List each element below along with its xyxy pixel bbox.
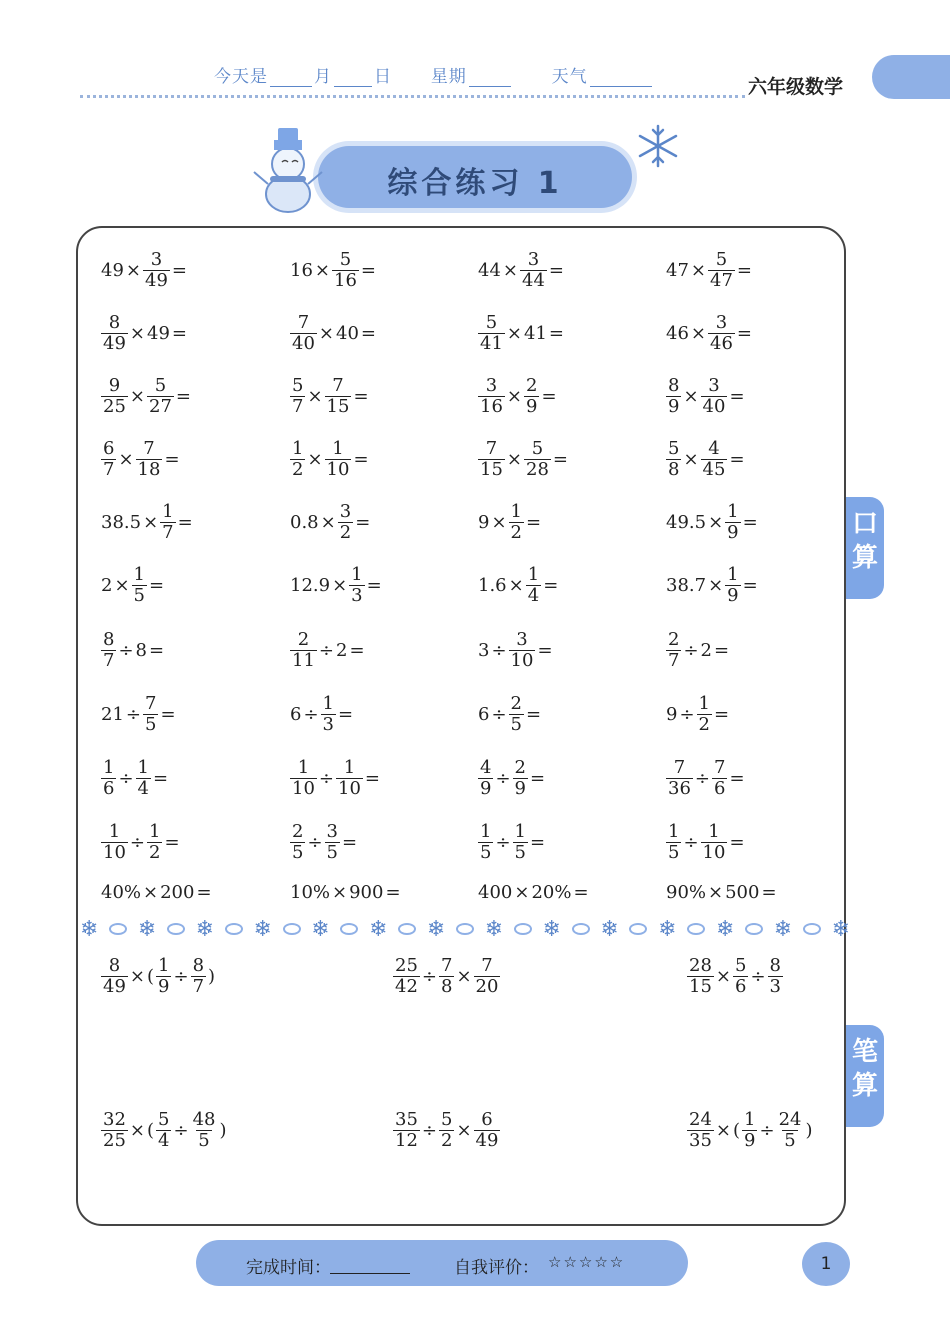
fraction: $\frac{1}{9}$ bbox=[744, 1108, 756, 1151]
oral-problem: $\frac{9}{25}$ × $\frac{5}{27}$ = bbox=[103, 374, 191, 417]
day-label: 日 bbox=[374, 67, 392, 87]
written-problem: $\frac{35}{12}$ ÷ $\frac{5}{2}$ × $\frac{6}{49}$ bbox=[395, 1108, 499, 1151]
weekday-blank[interactable] bbox=[469, 68, 511, 87]
snowflake-icon: ❄ bbox=[484, 916, 504, 942]
oral-problem: $\frac{5}{7}$ × $\frac{7}{15}$ = bbox=[292, 374, 369, 417]
fraction: $\frac{28}{15}$ bbox=[689, 954, 712, 997]
fraction: $\frac{5}{2}$ bbox=[441, 1108, 453, 1151]
oval-ornament bbox=[398, 923, 416, 935]
oral-problem: 49 × $\frac{3}{49}$ = bbox=[101, 248, 187, 291]
oral-problem: $\frac{6}{7}$ × $\frac{7}{18}$ = bbox=[103, 437, 180, 480]
fraction: $\frac{8}{9}$ bbox=[668, 374, 680, 417]
oral-problem: $\frac{3}{16}$ × $\frac{2}{9}$ = bbox=[480, 374, 557, 417]
day-blank[interactable] bbox=[334, 68, 372, 87]
fraction: $\frac{1}{4}$ bbox=[137, 756, 149, 799]
completion-time-blank[interactable] bbox=[330, 1273, 410, 1274]
oral-problem: 38.7 × $\frac{1}{9}$ = bbox=[666, 563, 758, 606]
fraction: $\frac{5}{4}$ bbox=[158, 1108, 170, 1151]
fraction: $\frac{1}{10}$ bbox=[338, 756, 361, 799]
snowman-icon bbox=[250, 126, 326, 216]
snowflake-icon: ❄ bbox=[600, 916, 619, 942]
fraction: $\frac{1}{5}$ bbox=[514, 820, 526, 863]
oral-problem: $\frac{7}{15}$ × $\frac{5}{28}$ = bbox=[480, 437, 568, 480]
oval-ornament bbox=[167, 923, 185, 935]
oral-problem: $\frac{7}{36}$ ÷ $\frac{7}{6}$ = bbox=[668, 756, 745, 799]
snowflake-icon: ❄ bbox=[80, 916, 99, 942]
month-label: 月 bbox=[314, 67, 332, 87]
footer-bar bbox=[196, 1240, 688, 1286]
fraction: $\frac{8}{7}$ bbox=[103, 628, 115, 671]
grade-label: 六年级数学 bbox=[748, 76, 844, 98]
fraction: $\frac{3}{40}$ bbox=[702, 374, 726, 417]
oral-problem: 6 ÷ $\frac{1}{3}$ = bbox=[290, 692, 354, 735]
snowflake-icon bbox=[636, 124, 680, 168]
fraction: $\frac{1}{5}$ bbox=[668, 820, 680, 863]
fraction: $\frac{35}{12}$ bbox=[395, 1108, 418, 1151]
oral-problem: 90% × 500 = bbox=[666, 881, 777, 903]
fraction: $\frac{7}{8}$ bbox=[441, 954, 453, 997]
oval-ornament bbox=[109, 923, 127, 935]
snowflake-icon: ❄ bbox=[542, 916, 561, 942]
snowflake-icon: ❄ bbox=[658, 916, 677, 942]
fraction: $\frac{8}{49}$ bbox=[103, 311, 126, 354]
oral-problem: 16 × $\frac{5}{16}$ = bbox=[290, 248, 376, 291]
oval-ornament bbox=[225, 923, 243, 935]
fraction: $\frac{1}{10}$ bbox=[292, 756, 315, 799]
fraction: $\frac{1}{3}$ bbox=[322, 692, 334, 735]
snowflake-icon: ❄ bbox=[426, 916, 446, 942]
fraction: $\frac{48}{5}$ bbox=[192, 1108, 216, 1151]
oral-problem: $\frac{1}{6}$ ÷ $\frac{1}{4}$ = bbox=[103, 756, 169, 799]
weather-blank[interactable] bbox=[590, 68, 652, 87]
oral-problem: $\frac{8}{7}$ ÷ 8 = bbox=[103, 628, 165, 671]
written-problem: $\frac{25}{42}$ ÷ $\frac{7}{8}$ × $\frac{7}{20}$ bbox=[395, 954, 499, 997]
date-fields bbox=[214, 62, 654, 87]
fraction: $\frac{32}{25}$ bbox=[103, 1108, 126, 1151]
fraction: $\frac{1}{9}$ bbox=[727, 500, 739, 543]
weekday-label: 星期 bbox=[430, 67, 467, 87]
fraction: $\frac{2}{11}$ bbox=[292, 628, 315, 671]
rating-stars[interactable]: ☆☆☆☆☆ bbox=[548, 1253, 626, 1271]
fraction: $\frac{1}{2}$ bbox=[149, 820, 161, 863]
fraction: $\frac{6}{49}$ bbox=[475, 1108, 499, 1151]
month-blank[interactable] bbox=[270, 68, 312, 87]
oral-problem: 47 × $\frac{5}{47}$ = bbox=[666, 248, 752, 291]
fraction: $\frac{1}{9}$ bbox=[727, 563, 739, 606]
fraction: $\frac{24}{5}$ bbox=[778, 1108, 802, 1151]
today-label: 今天是 bbox=[214, 67, 268, 87]
oral-problem: 6 ÷ $\frac{2}{5}$ = bbox=[478, 692, 542, 735]
fraction: $\frac{3}{5}$ bbox=[326, 820, 338, 863]
fraction: $\frac{1}{5}$ bbox=[133, 563, 145, 606]
snowflake-icon: ❄ bbox=[715, 916, 735, 942]
oral-problem: $\frac{5}{41}$ × 41 = bbox=[480, 311, 564, 354]
fraction: $\frac{1}{10}$ bbox=[702, 820, 726, 863]
oval-ornament bbox=[283, 923, 301, 935]
tab-written-label: 笔算 bbox=[852, 1037, 879, 1101]
fraction: $\frac{1}{10}$ bbox=[103, 820, 126, 863]
oral-problem: 9 × $\frac{1}{2}$ = bbox=[478, 500, 542, 543]
fraction: $\frac{2}{9}$ bbox=[526, 374, 538, 417]
fraction: $\frac{1}{7}$ bbox=[162, 500, 174, 543]
oral-problem: 9 ÷ $\frac{1}{2}$ = bbox=[666, 692, 730, 735]
oral-problem: $\frac{8}{9}$ × $\frac{3}{40}$ = bbox=[668, 374, 745, 417]
fraction: $\frac{8}{49}$ bbox=[103, 954, 126, 997]
fraction: $\frac{8}{3}$ bbox=[769, 954, 781, 997]
fraction: $\frac{3}{10}$ bbox=[510, 628, 534, 671]
fraction: $\frac{3}{44}$ bbox=[522, 248, 545, 291]
oral-problem: $\frac{8}{49}$ × 49 = bbox=[103, 311, 187, 354]
fraction: $\frac{1}{5}$ bbox=[480, 820, 492, 863]
written-problem: $\frac{24}{35}$ × ( $\frac{1}{9}$ ÷ $\frac{24}{5}$ ) bbox=[689, 1108, 813, 1151]
fraction: $\frac{1}{2}$ bbox=[510, 500, 522, 543]
oval-ornament bbox=[340, 923, 358, 935]
fraction: $\frac{1}{3}$ bbox=[351, 563, 363, 606]
fraction: $\frac{1}{6}$ bbox=[103, 756, 115, 799]
tab-oral[interactable] bbox=[846, 497, 884, 599]
written-problem: $\frac{8}{49}$ × ( $\frac{1}{9}$ ÷ $\frac{8}{7}$ ) bbox=[103, 954, 216, 997]
written-problem: $\frac{32}{25}$ × ( $\frac{5}{4}$ ÷ $\frac{48}{5}$ ) bbox=[103, 1108, 227, 1151]
oral-problem: $\frac{1}{5}$ ÷ $\frac{1}{5}$ = bbox=[480, 820, 546, 863]
snowflake-divider bbox=[80, 916, 850, 942]
fraction: $\frac{3}{46}$ bbox=[710, 311, 733, 354]
fraction: $\frac{2}{7}$ bbox=[668, 628, 680, 671]
fraction: $\frac{8}{7}$ bbox=[192, 954, 205, 997]
oral-problem: $\frac{2}{5}$ ÷ $\frac{3}{5}$ = bbox=[292, 820, 358, 863]
fraction: $\frac{7}{15}$ bbox=[326, 374, 350, 417]
oral-problem: 46 × $\frac{3}{46}$ = bbox=[666, 311, 752, 354]
fraction: $\frac{2}{9}$ bbox=[514, 756, 526, 799]
oral-problem: 38.5 × $\frac{1}{7}$ = bbox=[101, 500, 193, 543]
fraction: $\frac{2}{5}$ bbox=[292, 820, 304, 863]
snowflake-icon: ❄ bbox=[137, 916, 157, 942]
fraction: $\frac{1}{2}$ bbox=[698, 692, 710, 735]
fraction: $\frac{5}{28}$ bbox=[526, 437, 549, 480]
fraction: $\frac{4}{9}$ bbox=[480, 756, 492, 799]
fraction: $\frac{9}{25}$ bbox=[103, 374, 126, 417]
fraction: $\frac{1}{9}$ bbox=[158, 954, 170, 997]
oval-ornament bbox=[514, 923, 532, 935]
fraction: $\frac{1}{2}$ bbox=[292, 437, 304, 480]
corner-tab bbox=[872, 55, 950, 99]
fraction: $\frac{7}{18}$ bbox=[137, 437, 161, 480]
fraction: $\frac{5}{8}$ bbox=[668, 437, 680, 480]
oval-ornament bbox=[803, 923, 821, 935]
fraction: $\frac{24}{35}$ bbox=[689, 1108, 712, 1151]
fraction: $\frac{7}{5}$ bbox=[145, 692, 157, 735]
fraction: $\frac{25}{42}$ bbox=[395, 954, 418, 997]
oral-problem: 21 ÷ $\frac{7}{5}$ = bbox=[101, 692, 176, 735]
fraction: $\frac{5}{47}$ bbox=[710, 248, 733, 291]
snowflake-icon: ❄ bbox=[253, 916, 272, 942]
fraction: $\frac{7}{36}$ bbox=[668, 756, 691, 799]
completion-time-label: 完成时间： bbox=[246, 1258, 331, 1278]
fraction: $\frac{7}{40}$ bbox=[292, 311, 315, 354]
oral-problem: 49.5 × $\frac{1}{9}$ = bbox=[666, 500, 758, 543]
tab-written[interactable] bbox=[846, 1025, 884, 1127]
fraction: $\frac{3}{2}$ bbox=[339, 500, 352, 543]
oral-problem: 12.9 × $\frac{1}{3}$ = bbox=[290, 563, 382, 606]
fraction: $\frac{5}{16}$ bbox=[334, 248, 357, 291]
oral-problem: $\frac{2}{11}$ ÷ 2 = bbox=[292, 628, 365, 671]
fraction: $\frac{1}{4}$ bbox=[527, 563, 540, 606]
snowflake-icon: ❄ bbox=[195, 916, 215, 942]
oral-problem: 400 × 20% = bbox=[478, 881, 589, 903]
page-number: 1 bbox=[802, 1242, 850, 1286]
header-dotted-line bbox=[80, 95, 745, 98]
fraction: $\frac{7}{20}$ bbox=[475, 954, 499, 997]
snowflake-icon: ❄ bbox=[831, 916, 850, 942]
oral-problem: 2 × $\frac{1}{5}$ = bbox=[101, 563, 165, 606]
written-problem: $\frac{28}{15}$ × $\frac{5}{6}$ ÷ $\frac{8}{3}$ bbox=[689, 954, 781, 997]
oral-problem: 3 ÷ $\frac{3}{10}$ = bbox=[478, 628, 553, 671]
oral-problem: 0.8 × $\frac{3}{2}$ = bbox=[290, 500, 371, 543]
self-evaluation-label: 自我评价： bbox=[454, 1258, 539, 1278]
fraction: $\frac{5}{41}$ bbox=[480, 311, 503, 354]
weather-label: 天气 bbox=[551, 67, 588, 87]
fraction: $\frac{5}{7}$ bbox=[292, 374, 304, 417]
oral-problem: $\frac{2}{7}$ ÷ 2 = bbox=[668, 628, 730, 671]
snowflake-icon: ❄ bbox=[311, 916, 330, 942]
oval-ornament bbox=[572, 923, 590, 935]
oral-problem: $\frac{4}{9}$ ÷ $\frac{2}{9}$ = bbox=[480, 756, 546, 799]
fraction: $\frac{5}{6}$ bbox=[735, 954, 747, 997]
fraction: $\frac{7}{15}$ bbox=[480, 437, 503, 480]
oral-problem: $\frac{1}{5}$ ÷ $\frac{1}{10}$ = bbox=[668, 820, 745, 863]
page-title: 综合练习 1 bbox=[387, 166, 563, 201]
title-banner bbox=[318, 146, 632, 208]
oral-problem: 1.6 × $\frac{1}{4}$ = bbox=[478, 563, 559, 606]
fraction: $\frac{3}{49}$ bbox=[145, 248, 168, 291]
oral-problem: 40% × 200 = bbox=[101, 881, 212, 903]
fraction: $\frac{1}{10}$ bbox=[326, 437, 350, 480]
oral-problem: $\frac{5}{8}$ × $\frac{4}{45}$ = bbox=[668, 437, 745, 480]
oval-ornament bbox=[629, 923, 647, 935]
snowflake-icon: ❄ bbox=[369, 916, 388, 942]
oral-problem: 10% × 900 = bbox=[290, 881, 401, 903]
oral-problem: $\frac{7}{40}$ × 40 = bbox=[292, 311, 376, 354]
oral-problem: $\frac{1}{10}$ ÷ $\frac{1}{2}$ = bbox=[103, 820, 180, 863]
fraction: $\frac{5}{27}$ bbox=[149, 374, 172, 417]
snowflake-icon: ❄ bbox=[773, 916, 793, 942]
fraction: $\frac{6}{7}$ bbox=[103, 437, 115, 480]
oval-ornament bbox=[687, 923, 705, 935]
fraction: $\frac{3}{16}$ bbox=[480, 374, 503, 417]
fraction: $\frac{2}{5}$ bbox=[510, 692, 522, 735]
oval-ornament bbox=[456, 923, 474, 935]
fraction: $\frac{7}{6}$ bbox=[714, 756, 726, 799]
oral-problem: 44 × $\frac{3}{44}$ = bbox=[478, 248, 564, 291]
oral-problem: $\frac{1}{10}$ ÷ $\frac{1}{10}$ = bbox=[292, 756, 380, 799]
oval-ornament bbox=[745, 923, 763, 935]
fraction: $\frac{4}{45}$ bbox=[702, 437, 726, 480]
tab-oral-label: 口算 bbox=[852, 509, 879, 573]
oral-problem: $\frac{1}{2}$ × $\frac{1}{10}$ = bbox=[292, 437, 369, 480]
